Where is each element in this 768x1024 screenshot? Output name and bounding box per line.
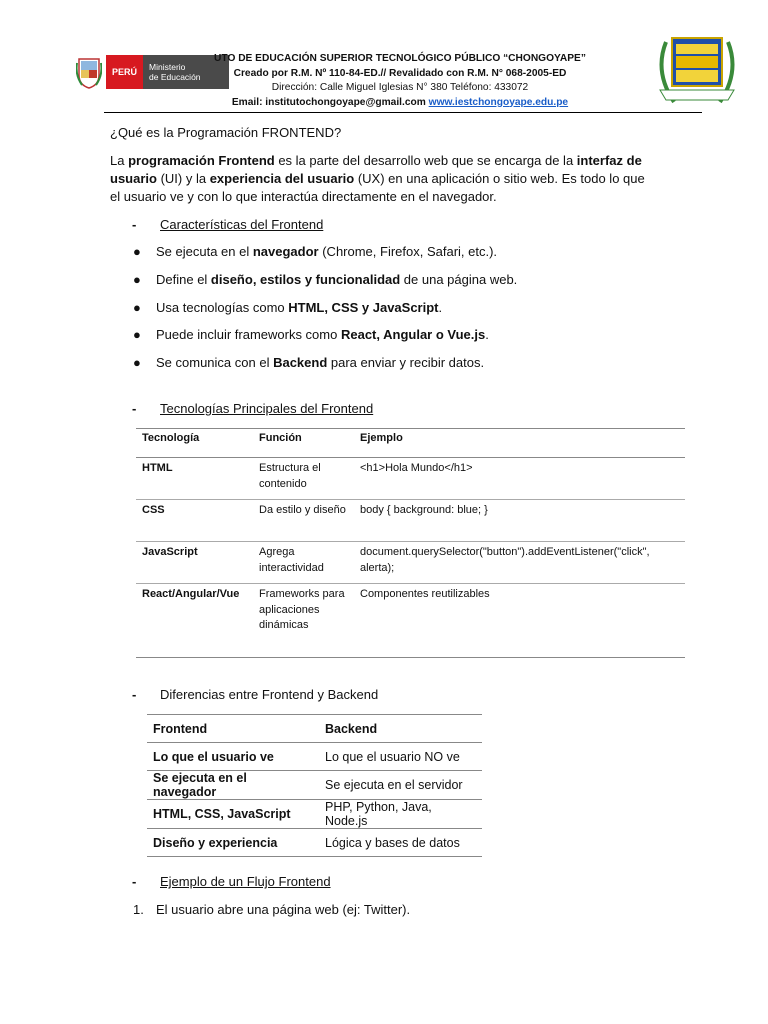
bullet-icon: ● <box>133 244 141 259</box>
table-cell: Agrega interactividad <box>253 542 354 584</box>
table-cell: Diseño y experiencia <box>147 829 319 857</box>
table-cell: <h1>Hola Mundo</h1> <box>354 458 685 500</box>
ministry-line2: de Educación <box>149 72 201 82</box>
section-title: Ejemplo de un Flujo Frontend <box>160 874 331 889</box>
table-cell: CSS <box>136 500 253 542</box>
section-dash: - <box>132 874 137 889</box>
peru-label: PERÚ <box>106 55 143 89</box>
table-cell: PHP, Python, Java, Node.js <box>319 800 482 829</box>
bullet-icon: ● <box>133 300 141 315</box>
email-text: Email: institutochongoyape@gmail.com <box>231 96 426 108</box>
intro-text-4: (UX) en una aplicación o sitio web. Es todo lo que el usuario ve y con lo que interactúa directamente en el navegador. <box>110 171 645 204</box>
list-item: ● Se ejecuta en el navegador (Chrome, Firefox, Safari, etc.). <box>133 244 498 259</box>
table-cell: Lógica y bases de datos <box>319 829 482 857</box>
table-header-row <box>147 715 482 743</box>
intro-text-2: es la parte del desarrollo web que se encarga de la <box>274 153 577 168</box>
section-title: Características del Frontend <box>160 217 324 232</box>
table-header-row <box>136 429 685 458</box>
section-technologies <box>132 401 374 416</box>
table-cell: Frameworks para aplicaciones dinámicas <box>253 584 354 658</box>
list-item: ● Usa tecnologías como HTML, CSS y JavaScript. <box>133 300 443 315</box>
table-row <box>147 743 482 771</box>
page-title: ¿Qué es la Programación FRONTEND? <box>110 125 342 140</box>
technologies-table <box>136 428 685 658</box>
list-item <box>133 902 410 917</box>
table-row <box>147 800 482 829</box>
list-item: ● Puede incluir frameworks como React, Angular o Vue.js. <box>133 327 489 342</box>
institution-resolution: Creado por R.M. Nº 110-84-ED.// Revalidado con R.M. N° 068-2005-ED <box>233 67 567 79</box>
section-flow-example <box>132 874 331 889</box>
step-text: El usuario abre una página web (ej: Twitter). <box>156 902 411 917</box>
table-cell: body { background: blue; } <box>354 500 685 542</box>
table-cell: HTML <box>136 458 253 500</box>
bullet-icon: ● <box>133 355 141 370</box>
table-cell: Lo que el usuario ve <box>147 743 319 771</box>
institution-name: UTO DE EDUCACIÓN SUPERIOR TECNOLÓGICO PÚBLICO “CHONGOYAPE” <box>214 53 586 64</box>
ministry-line1: Ministerio <box>149 62 186 72</box>
table-cell: Se ejecuta en el servidor <box>319 771 482 800</box>
section-dash: - <box>132 401 137 416</box>
header-divider <box>104 112 702 113</box>
section-dash: - <box>132 687 137 702</box>
section-differences <box>132 687 379 702</box>
table-cell: Estructura el contenido <box>253 458 354 500</box>
bullet-icon: ● <box>133 327 141 342</box>
section-title: Tecnologías Principales del Frontend <box>160 401 374 416</box>
table-cell: document.querySelector("button").addEventListener("click", alerta); <box>354 542 685 584</box>
table-cell: Da estilo y diseño <box>253 500 354 542</box>
table-cell: HTML, CSS, JavaScript <box>147 800 319 829</box>
table-cell: Lo que el usuario NO ve <box>319 743 482 771</box>
table-header: Frontend <box>147 715 319 743</box>
institution-contact <box>200 96 600 111</box>
intro-text-1: La <box>110 153 129 168</box>
bullet-icon: ● <box>133 272 141 287</box>
institution-info <box>200 52 600 110</box>
intro-text-3: (UI) y la <box>156 171 210 186</box>
table-row <box>136 584 685 658</box>
institution-address: Dirección: Calle Miguel Iglesias N° 380 Teléfono: 433072 <box>271 82 529 93</box>
table-cell: Componentes reutilizables <box>354 584 685 658</box>
table-row <box>136 542 685 584</box>
list-item: ● Se comunica con el Backend para enviar y recibir datos. <box>133 355 485 370</box>
table-row <box>136 458 685 500</box>
document-header <box>0 0 768 120</box>
intro-paragraph <box>110 152 650 206</box>
table-header: Función <box>253 429 354 458</box>
table-cell: React/Angular/Vue <box>136 584 253 658</box>
peru-shield-icon <box>76 55 102 89</box>
intro-bold-1: programación Frontend <box>128 153 275 168</box>
intro-bold-2: interfaz de usuario <box>110 153 642 186</box>
section-dash: - <box>132 217 137 232</box>
differences-table <box>147 714 482 857</box>
section-title: Diferencias entre Frontend y Backend <box>160 687 379 702</box>
table-header: Backend <box>319 715 482 743</box>
institute-emblem-icon <box>652 32 742 112</box>
table-cell: JavaScript <box>136 542 253 584</box>
table-cell: Se ejecuta en el navegador <box>147 771 319 800</box>
table-row <box>136 500 685 542</box>
table-row <box>147 771 482 800</box>
step-number: 1. <box>133 902 144 917</box>
table-row <box>147 829 482 857</box>
website-link[interactable]: www.iestchongoyape.edu.pe <box>428 96 569 108</box>
table-header: Tecnología <box>136 429 253 458</box>
table-header: Ejemplo <box>354 429 685 458</box>
section-characteristics <box>132 217 324 232</box>
list-item: ● Define el diseño, estilos y funcionalidad de una página web. <box>133 272 518 287</box>
intro-bold-3: experiencia del usuario <box>209 171 355 186</box>
